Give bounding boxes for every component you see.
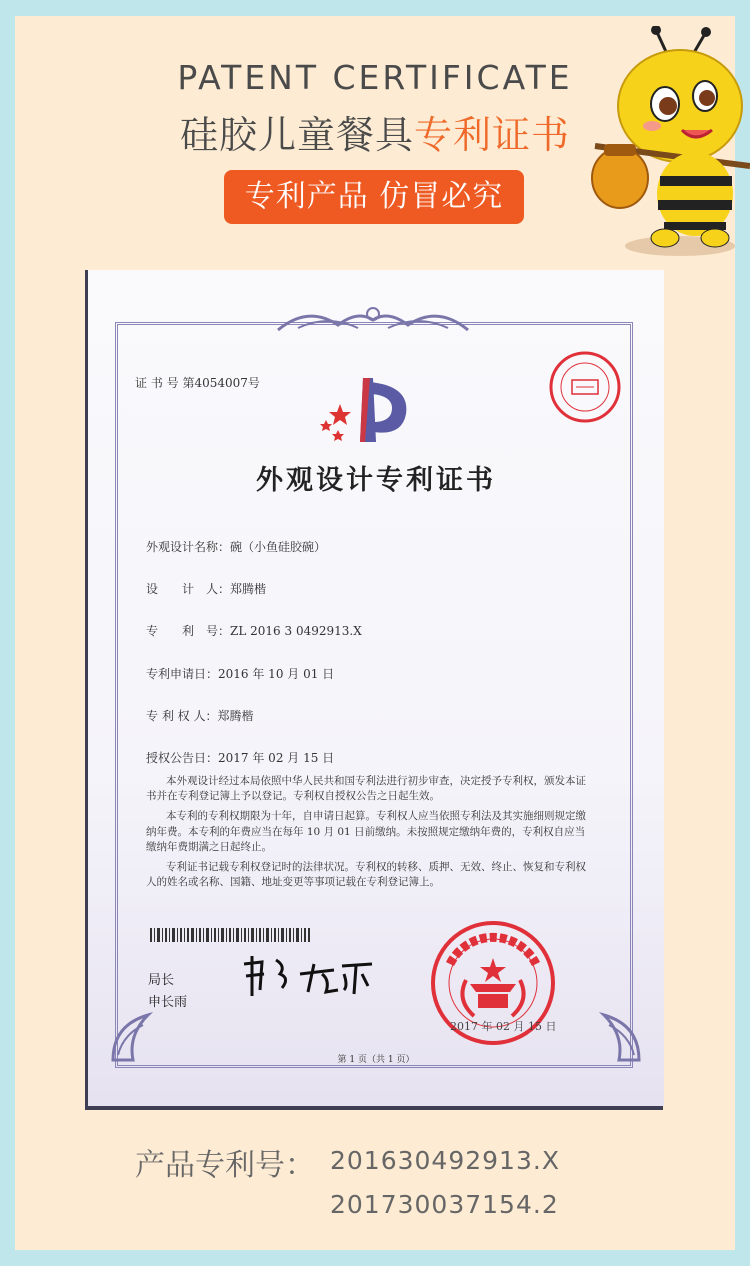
seal-date: 2017 年 02 月 15 日 — [450, 1020, 557, 1033]
field-label: 专 利 号： — [146, 624, 231, 638]
header-title-en: PATENT CERTIFICATE — [177, 58, 573, 97]
page-panel — [15, 16, 735, 1250]
field-value: 碗（小鱼硅胶碗） — [230, 540, 327, 554]
field-designer — [146, 580, 266, 597]
certificate-number: 证 书 号 第4054007号 — [135, 376, 260, 390]
header-title-cn-main: 硅胶儿童餐具 — [179, 113, 414, 157]
field-label: 授权公告日： — [146, 751, 219, 765]
field-value: 2017 年 02 月 15 日 — [218, 751, 335, 765]
field-label: 外观设计名称： — [146, 540, 231, 554]
patent-certificate — [88, 270, 664, 1106]
certificate-title: 外观设计专利证书 — [256, 465, 496, 496]
body-paragraph: 本专利的专利权期限为十年，自申请日起算。专利权人应当依照专利法及其实施细则规定缴纳年费。本专利的年费应当在每年 10 月 01 日前缴纳。未按照规定缴纳年费的，专利权自应当缴纳年费期满之日起终止。 — [146, 810, 586, 853]
field-label: 设 计 人： — [146, 582, 231, 596]
director-block — [148, 970, 187, 1014]
certificate-body — [146, 774, 592, 895]
ornament-top-icon — [268, 300, 478, 340]
bee-mascot-icon — [590, 26, 750, 262]
body-paragraph: 专利证书记载专利权登记时的法律状况。专利权的转移、质押、无效、终止、恢复和专利权人的姓名或名称、国籍、地址变更等事项记载在专利登记簿上。 — [146, 861, 586, 889]
header-title-cn-highlight: 专利证书 — [414, 113, 571, 157]
field-application-date — [146, 665, 334, 682]
field-design-name — [146, 538, 326, 555]
field-patent-number — [146, 622, 362, 639]
field-value: 2016 年 10 月 01 日 — [218, 667, 335, 681]
body-paragraph: 本外观设计经过本局依照中华人民共和国专利法进行初步审查，决定授予专利权，颁发本证书并在专利登记簿上予以登记。专利权自授权公告之日起生效。 — [146, 775, 586, 803]
seal-small-icon — [548, 350, 622, 424]
field-label: 专利申请日： — [146, 667, 219, 681]
field-patentee — [146, 707, 253, 724]
director-title: 局长 — [148, 973, 175, 988]
field-value: 郑腾楷 — [217, 709, 254, 723]
warning-badge: 专利产品 仿冒必究 — [224, 170, 524, 224]
field-grant-date — [146, 749, 334, 766]
patent-number-2: 201730037154.2 — [330, 1190, 559, 1219]
field-value: ZL 2016 3 0492913.X — [230, 624, 362, 638]
patent-number-1: 201630492913.X — [330, 1146, 560, 1175]
signature-icon — [238, 950, 378, 998]
field-value: 郑腾楷 — [230, 582, 267, 596]
patent-number-label: 产品专利号： — [135, 1148, 315, 1183]
barcode-icon — [150, 928, 310, 942]
field-label: 专 利 权 人： — [146, 709, 218, 723]
page-number: 第 1 页（共 1 页） — [337, 1055, 415, 1065]
patent-office-logo-icon — [318, 374, 418, 446]
director-name: 申长雨 — [148, 995, 188, 1010]
